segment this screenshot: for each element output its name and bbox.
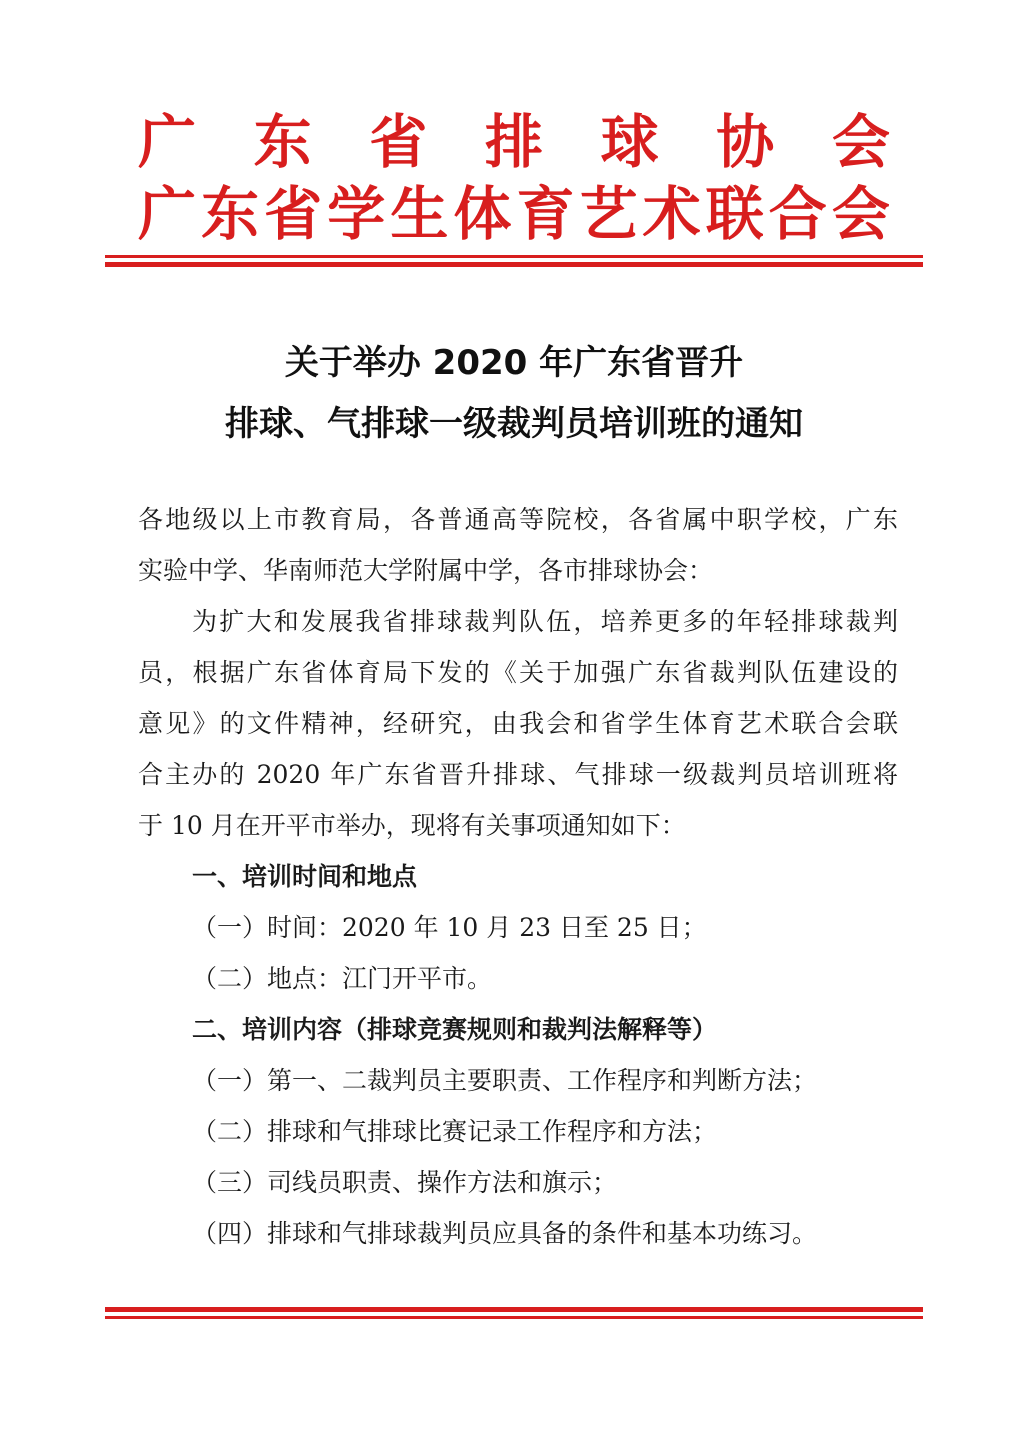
section-2-item: （四）排球和气排球裁判员应具备的条件和基本功练习。 xyxy=(192,1219,818,1248)
letterhead-char: 会 xyxy=(831,180,890,248)
section-1 xyxy=(138,851,898,1004)
letterhead-char: 联 xyxy=(705,180,764,248)
footer-divider-thick xyxy=(105,1307,923,1312)
letterhead-char: 球 xyxy=(600,108,659,176)
document-title-line-2: 排球、气排球一级裁判员培训班的通知 xyxy=(225,404,803,444)
letterhead-char: 艺 xyxy=(579,180,638,248)
recipients-line: 各地级以上市教育局，各普通高等院校，各省属中职学校，广东 xyxy=(138,505,898,534)
letterhead-char: 省 xyxy=(264,180,323,248)
letterhead-char: 广 xyxy=(138,180,197,248)
section-2-item: （三）司线员职责、操作方法和旗示； xyxy=(192,1168,618,1197)
letterhead-char: 排 xyxy=(484,108,543,176)
letterhead-char: 合 xyxy=(768,180,827,248)
letterhead-char: 术 xyxy=(642,180,701,248)
intro-line: 意见》的文件精神，经研究，由我会和省学生体育艺术联合会联 xyxy=(138,709,898,738)
document-title-line-1: 关于举办 2020 年广东省晋升 xyxy=(284,343,744,383)
intro-line: 合主办的 2020 年广东省晋升排球、气排球一级裁判员培训班将 xyxy=(138,760,898,789)
intro-line: 为扩大和发展我省排球裁判队伍，培养更多的年轻排球裁判 xyxy=(192,607,898,636)
letterhead-char: 学 xyxy=(327,180,386,248)
intro-line: 于 10 月在开平市举办，现将有关事项通知如下： xyxy=(138,811,686,840)
section-1-item: （二）地点：江门开平市。 xyxy=(192,964,493,993)
letterhead-char: 会 xyxy=(831,108,890,176)
letterhead-char: 协 xyxy=(716,108,775,176)
letterhead-char: 东 xyxy=(201,180,260,248)
section-2-item: （一）第一、二裁判员主要职责、工作程序和判断方法； xyxy=(192,1066,818,1095)
letterhead-char: 广 xyxy=(138,108,197,176)
recipients-paragraph xyxy=(138,494,898,596)
letterhead-char: 省 xyxy=(369,108,428,176)
intro-paragraph xyxy=(138,596,898,851)
footer-divider-thin xyxy=(105,1316,923,1319)
section-2-item: （二）排球和气排球比赛记录工作程序和方法； xyxy=(192,1117,718,1146)
letterhead-char: 生 xyxy=(390,180,449,248)
section-2 xyxy=(138,1004,898,1259)
letterhead-char: 体 xyxy=(453,180,512,248)
letterhead-org-1 xyxy=(138,108,890,176)
header-divider-thick xyxy=(105,262,923,267)
section-2-heading: 二、培训内容（排球竞赛规则和裁判法解释等） xyxy=(192,1015,718,1044)
intro-line: 员，根据广东省体育局下发的《关于加强广东省裁判队伍建设的 xyxy=(138,658,898,687)
section-1-heading: 一、培训时间和地点 xyxy=(192,862,418,891)
letterhead-char: 东 xyxy=(253,108,312,176)
letterhead-org-2 xyxy=(138,180,890,248)
letterhead-char: 育 xyxy=(516,180,575,248)
header-divider-thin xyxy=(105,255,923,258)
recipients-line: 实验中学、华南师范大学附属中学，各市排球协会： xyxy=(138,556,714,585)
section-1-item: （一）时间：2020 年 10 月 23 日至 25 日； xyxy=(192,913,707,942)
